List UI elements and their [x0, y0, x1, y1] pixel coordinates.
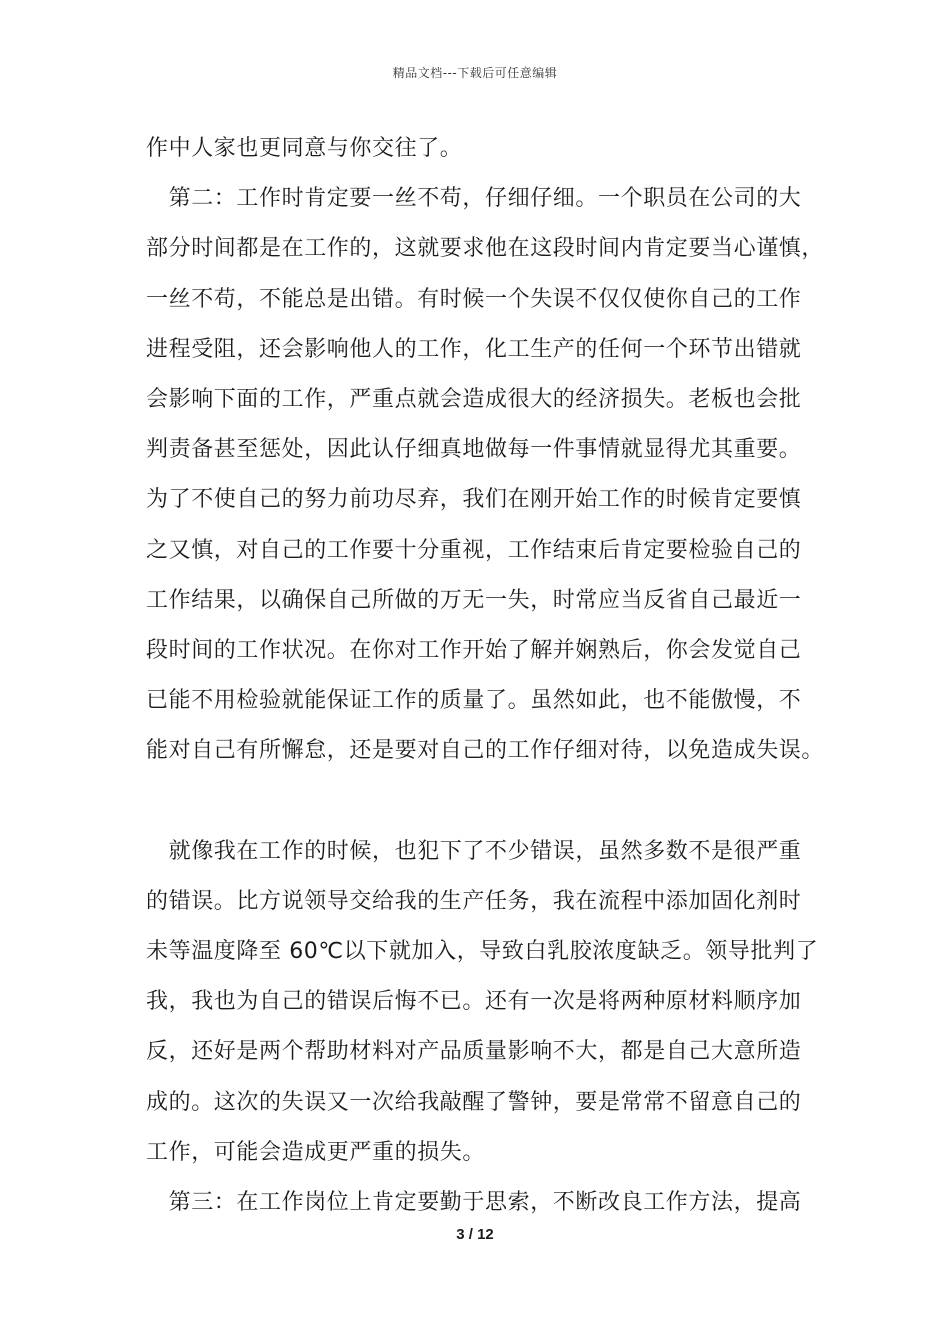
text-line: 未等温度降至 60℃以下就加入，导致白乳胶浓度缺乏。领导批判了 [146, 939, 819, 964]
text-line: 成的。这次的失误又一次给我敲醒了警钟，要是常常不留意自己的 [146, 1089, 802, 1115]
text-line: 为了不使自己的努力前功尽弃，我们在刚开始工作的时候肯定要慎 [146, 487, 802, 513]
page-separator: / [464, 1226, 478, 1243]
text-line: 一丝不苟，不能总是出错。有时候一个失误不仅仅使你自己的工作 [146, 286, 802, 312]
text-line: 之又慎，对自己的工作要十分重视，工作结束后肯定要检验自己的 [146, 537, 802, 563]
text-line: 进程受阻，还会影响他人的工作，化工生产的任何一个环节出错就 [146, 336, 802, 362]
text-line: 就像我在工作的时候，也犯下了不少错误，虽然多数不是很严重 [146, 838, 802, 864]
text-line: 已能不用检验就能保证工作的质量了。虽然如此，也不能傲慢，不 [146, 688, 802, 714]
text-line: 段时间的工作状况。在你对工作开始了解并娴熟后，你会发觉自己 [146, 637, 802, 663]
paragraph [146, 827, 819, 1178]
text-line: 会影响下面的工作，严重点就会造成很大的经济损失。老板也会批 [146, 386, 802, 412]
paragraph-spacer [146, 776, 816, 826]
text-line: 工作，可能会造成更严重的损失。 [146, 1139, 486, 1165]
text-line: 部分时间都是在工作的，这就要求他在这段时间内肯定要当心谨慎， [146, 236, 825, 262]
text-line: 作中人家也更同意与你交往了。 [146, 136, 463, 161]
page-current: 3 [456, 1226, 465, 1243]
text-line: 工作结果，以确保自己所做的万无一失，时常应当反省自己最近一 [146, 587, 802, 613]
paragraph [146, 174, 825, 776]
text-line: 反，还好是两个帮助材料对产品质量影响不大，都是自己大意所造 [146, 1039, 802, 1065]
page-header: 精品文档---下载后可任意编辑 [392, 66, 558, 80]
text-line: 第三：在工作岗位上肯定要勤于思索，不断改良工作方法，提高 [146, 1189, 802, 1215]
page-number [0, 1226, 950, 1243]
text-line: 的错误。比方说领导交给我的生产任务，我在流程中添加固化剂时 [146, 888, 802, 914]
page-total: 12 [477, 1226, 494, 1243]
text-line: 判责备甚至惩处，因此认仔细真地做每一件事情就显得尤其重要。 [146, 437, 802, 463]
paragraph [146, 1178, 816, 1228]
document-body [146, 124, 825, 1228]
text-line: 我，我也为自己的错误后悔不已。还有一次是将两种原材料顺序加 [146, 989, 802, 1015]
text-line: 第二：工作时肯定要一丝不苟，仔细仔细。一个职员在公司的大 [146, 186, 802, 212]
paragraph [146, 124, 816, 174]
text-line: 能对自己有所懈怠，还是要对自己的工作仔细对待，以免造成失误。 [146, 738, 825, 764]
